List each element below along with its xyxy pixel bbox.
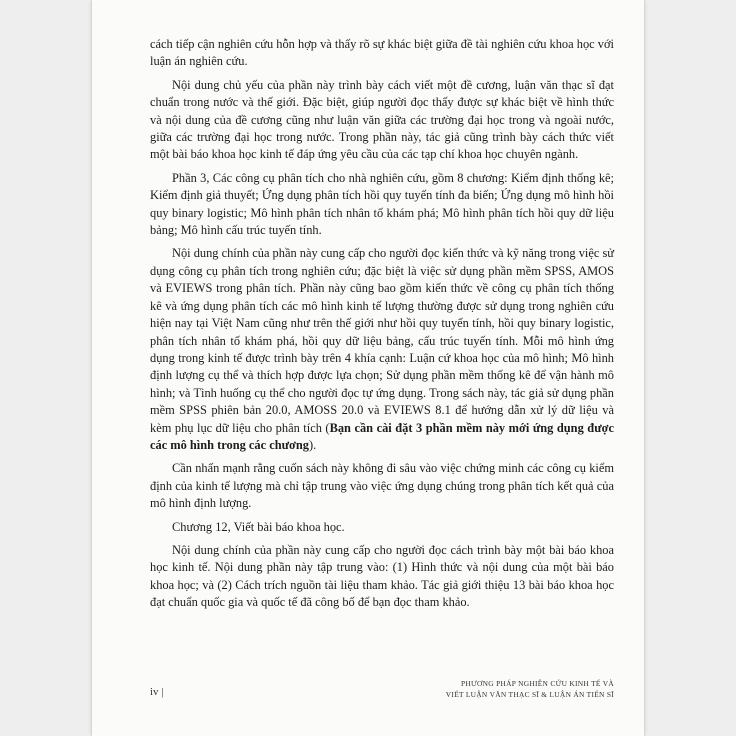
running-footer: [446, 678, 614, 700]
paragraph-4-bold: Bạn cần cài đặt 3 phần mềm này mới ứng dụng được các mô hình trong các chương: [150, 420, 614, 452]
paragraph-4-after: ).: [308, 437, 317, 452]
page-number: iv |: [150, 686, 164, 698]
paragraph-4-text: Nội dung chính của phần này cung cấp cho người đọc kiến thức và kỹ năng trong việc sử dụng công cụ phân tích trong nghiên cứu; đặc biệt là việc sử dụng phần mềm SPSS, AMOS và EVIEWS trong phân tích. Phần này cũng bao gồm kiến thức về công cụ phân tích thống kê và ứng dụng phân tích các mô hình kinh tế lượng thường được sử dụng trong nghiên cứu hiện nay tại Việt Nam cũng như trên thế giới như hồi quy tuyến tính, hồi quy binary logistic, phân tích nhân tố khám phá, hồi quy dữ liệu bảng, cấu trúc tuyến tính. Mỗi mô hình ứng dụng trong kinh tế được trình bày trên 4 khía cạnh: Luận cứ khoa học của mô hình; Mô hình định lượng cụ thể và thích hợp được lựa chọn; Sử dụng phần mềm thống kê để vận hành mô hình; và Tình huống cụ thể cho người đọc tự ứng dụng. Trong sách này, tác giả sử dụng phần mềm SPSS phiên bản 20.0, AMOSS 20.0 và EVIEWS 8.1 để hướng dẫn xử lý dữ liệu và kèm phụ lục dữ liệu cho phân tích (: [150, 246, 614, 435]
paragraph-2: Nội dung chủ yếu của phần này trình bày cách viết một đề cương, luận văn thạc sĩ đạt chuẩn trong nước và thế giới. Đặc biệt, giúp người đọc thấy được sự khác biệt về hình thức và nội dung của đề cương cũng như luận văn giữa các trường đại học trong và ngoài nước, giữa các trường đại học trong nước. Trong phần này, tác giả cũng trình bày cách thức viết một bài báo khoa học kinh tế đáp ứng yêu cầu của các tạp chí khoa học chuyên ngành.: [150, 77, 614, 162]
paragraph-3: Phần 3, Các công cụ phân tích cho nhà nghiên cứu, gồm 8 chương: Kiểm định thống kê; Kiểm định giả thuyết; Ứng dụng phân tích hồi quy tuyến tính đa biến; Ứng dụng mô hình hồi quy binary logistic; Mô hình phân tích nhân tố khám phá; Mô hình phân tích hồi quy dữ liệu bảng; Mô hình cấu trúc tuyến tính.: [150, 170, 614, 238]
body-text: [150, 36, 614, 618]
paragraph-4: [150, 245, 614, 454]
paragraph-5: Cần nhấn mạnh rằng cuốn sách này không đi sâu vào việc chứng minh các công cụ kiểm định của kinh tế lượng mà chỉ tập trung vào việc ứng dụng chúng trong phân tích kết quả của mô hình định lượng.: [150, 461, 614, 511]
footer-title-line-2: VIẾT LUẬN VĂN THẠC SĨ & LUẬN ÁN TIẾN SĨ: [445, 690, 614, 699]
paragraph-7: Nội dung chính của phần này cung cấp cho người đọc cách trình bày một bài báo khoa học kinh tế. Nội dung phần này tập trung vào: (1) Hình thức và nội dung của một bài báo khoa học; và (2) Cách trích nguồn tài liệu tham khảo. Tác giả giới thiệu 13 bài báo khoa học đạt chuẩn quốc gia và quốc tế đã công bố để bạn đọc tham khảo.: [150, 542, 614, 610]
paragraph-1: cách tiếp cận nghiên cứu hỗn hợp và thấy rõ sự khác biệt giữa đề tài nghiên cứu khoa học với luận án nghiên cứu.: [150, 37, 614, 69]
paragraph-6: Chương 12, Viết bài báo khoa học.: [172, 519, 345, 534]
footer-title-line-1: PHƯƠNG PHÁP NGHIÊN CỨU KINH TẾ VÀ: [460, 679, 614, 688]
